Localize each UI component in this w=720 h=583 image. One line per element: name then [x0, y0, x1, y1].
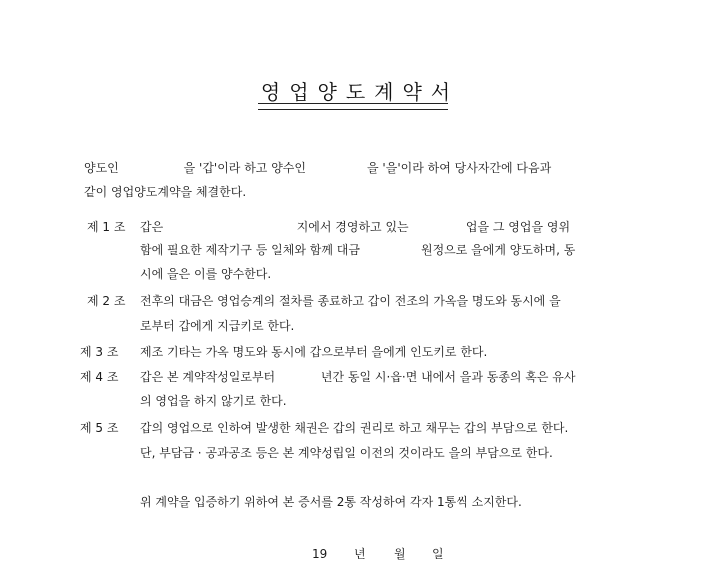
article-1-line-3: 시에 을은 이를 양수한다. — [140, 267, 272, 281]
article-3-line-1: 제조 기타는 가옥 명도와 동시에 갑으로부터 을에게 인도키로 한다. — [140, 345, 488, 359]
date-year-prefix: 19 — [312, 547, 328, 561]
article-5-label: 제 5 조 — [80, 421, 119, 435]
date-month-label: 월 — [394, 547, 406, 561]
article-4-line-2: 의 영업을 하지 않기로 한다. — [140, 394, 287, 408]
intro-line-1: 양도인 을 '갑'이라 하고 양수인 을 '을'이라 하여 당사자간에 다음과 — [84, 161, 552, 175]
article-2-label: 제 2 조 — [87, 294, 126, 308]
article-3-label: 제 3 조 — [80, 345, 119, 359]
document-title: 영업양도계약서 — [260, 80, 460, 104]
article-5-line-2: 단, 부담금 · 공과공조 등은 본 계약성립일 이전의 것이라도 을의 부담으로 한다. — [140, 446, 553, 460]
article-2-line-2: 로부터 갑에게 지급키로 한다. — [140, 319, 295, 333]
article-1-line-2: 함에 필요한 제작기구 등 일체와 함께 대금 원정으로 을에게 양도하며, 동 — [140, 243, 576, 257]
article-4-label: 제 4 조 — [80, 370, 119, 384]
closing-statement: 위 계약을 입증하기 위하여 본 증서를 2통 작성하여 각자 1통씩 소지한다. — [140, 495, 522, 509]
article-1-label: 제 1 조 — [87, 220, 126, 234]
article-2-line-1: 전후의 대금은 영업승계의 절차를 종료하고 갑이 전조의 가옥을 명도와 동시에 을 — [140, 294, 561, 308]
date-day-label: 일 — [432, 547, 444, 561]
article-4-line-1: 갑은 본 계약작성일로부터 년간 동일 시·읍·면 내에서 을과 동종의 혹은 유사 — [140, 370, 576, 384]
article-5-line-1: 갑의 영업으로 인하여 발생한 채권은 갑의 권리로 하고 채무는 갑의 부담으로 한다. — [140, 421, 569, 435]
date-year-label: 년 — [354, 547, 366, 561]
title-double-underline — [258, 103, 448, 110]
article-1-line-1: 갑은 지에서 경영하고 있는 업을 그 영업을 영위 — [140, 220, 571, 234]
intro-line-2: 같이 영업양도계약을 체결한다. — [84, 185, 247, 199]
